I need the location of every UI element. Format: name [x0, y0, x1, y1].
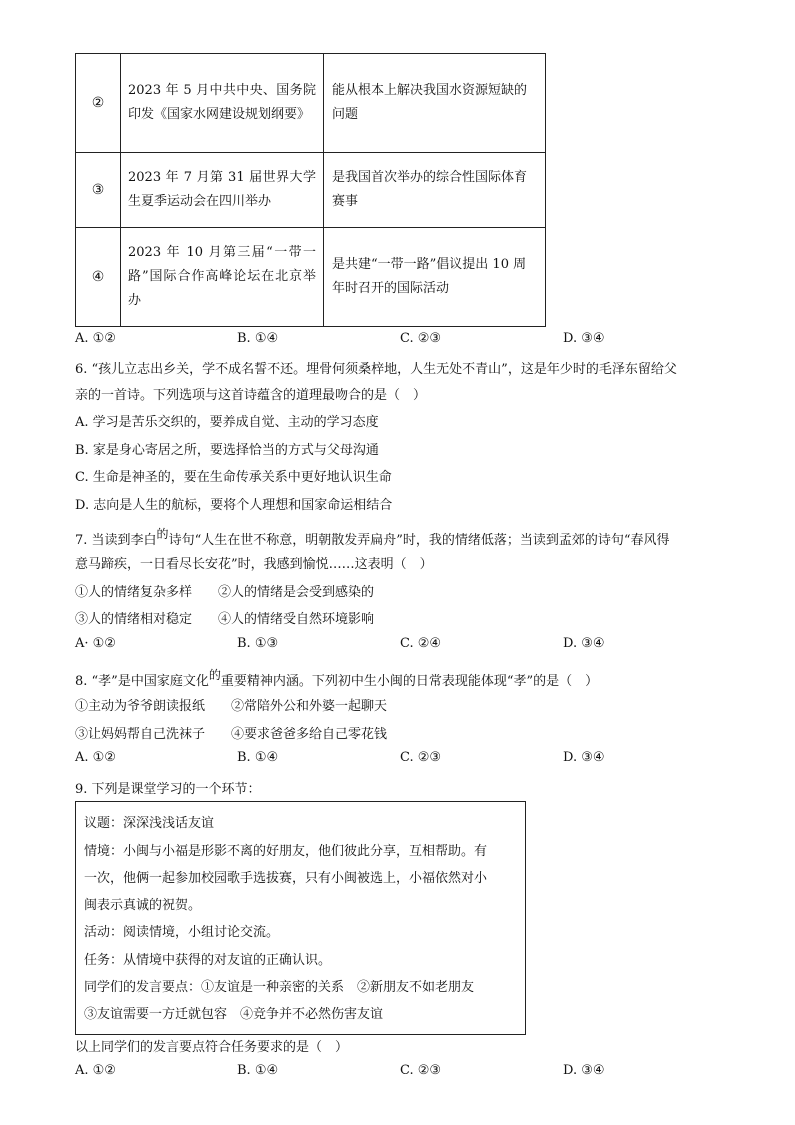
q5-options	[75, 331, 735, 351]
option-c[interactable]: C. ②③	[400, 1063, 442, 1078]
q6-stem-line2: 亲的一首诗。下列选项与这首诗蕴含的道理最吻合的是（ ）	[75, 388, 427, 403]
box-line: 同学们的发言要点：①友谊是一种亲密的关系 ②新朋友不如老朋友	[84, 980, 475, 995]
q8-stem-part-b: 重要精神内涵。下列初中生小闽的日常表现能体现“孝”的是（ ）	[220, 674, 599, 689]
q9-question: 以上同学们的发言要点符合任务要求的是（ ）	[75, 1040, 349, 1055]
table-row	[76, 228, 546, 327]
box-line: 闽表示真诚的祝贺。	[84, 898, 202, 913]
q6-option-d[interactable]: D. 志向是人生的航标，要将个人理想和国家命运相结合	[75, 498, 393, 513]
q7-stem-sup: 的	[156, 527, 169, 541]
option-d[interactable]: D. ③④	[563, 750, 605, 765]
option-c[interactable]: C. ②③	[400, 750, 442, 765]
option-d[interactable]: D. ③④	[563, 636, 605, 651]
q7-stem-line2: 意马蹄疾，一日看尽长安花”时，我感到愉悦……这表明（ ）	[75, 557, 433, 572]
q8-stem-sup: 的	[208, 668, 221, 682]
option-b[interactable]: B. ①③	[237, 636, 279, 651]
option-b[interactable]: B. ①④	[237, 331, 279, 346]
q7-options	[75, 636, 735, 656]
row-event: 2023 年 7 月第 31 届世界大学生夏季运动会在四川举办	[121, 153, 324, 228]
table-row	[76, 54, 546, 153]
option-b[interactable]: B. ①④	[237, 1063, 279, 1078]
option-a[interactable]: A· ①②	[75, 636, 116, 651]
row-description: 是共建“一带一路”倡议提出 10 周年时召开的国际活动	[324, 228, 546, 327]
q8-options	[75, 750, 735, 770]
option-a[interactable]: A. ①②	[75, 331, 116, 346]
option-d[interactable]: D. ③④	[563, 1063, 605, 1078]
q6-stem-line1: 6. “孩儿立志出乡关，学不成名誓不还。埋骨何须桑梓地，人生无处不青山”，这是年少时的毛泽东留给父	[75, 362, 677, 377]
row-number: ④	[76, 228, 121, 327]
q6-option-c[interactable]: C. 生命是神圣的，要在生命传承关系中更好地认识生命	[75, 470, 392, 485]
option-a[interactable]: A. ①②	[75, 750, 116, 765]
box-line: 一次，他俩一起参加校园歌手选拔赛，只有小闽被选上，小福依然对小	[84, 871, 488, 886]
box-line: 情境：小闽与小福是形影不离的好朋友，他们彼此分享，互相帮助。有	[84, 844, 488, 859]
option-c[interactable]: C. ②③	[400, 331, 442, 346]
q7-stem-part-b: 诗句“人生在世不称意，明朝散发弄扁舟”时，我的情绪低落；当读到孟郊的诗句“春风得	[168, 533, 670, 548]
box-line: 议题：深深浅浅话友谊	[84, 816, 215, 831]
row-description: 是我国首次举办的综合性国际体育赛事	[324, 153, 546, 228]
table-row	[76, 153, 546, 228]
q8-stem-line1	[75, 666, 735, 689]
events-table	[75, 53, 546, 327]
box-line: 任务：从情境中获得的对友谊的正确认识。	[84, 953, 332, 968]
q8-statements-2: ③让妈妈帮自己洗袜子 ④要求爸爸多给自己零花钱	[75, 727, 388, 742]
q9-scenario-box	[75, 801, 526, 1035]
q9-intro: 9. 下列是课堂学习的一个环节：	[75, 782, 261, 797]
option-c[interactable]: C. ②④	[400, 636, 442, 651]
row-number: ③	[76, 153, 121, 228]
box-line: ③友谊需要一方迁就包容 ④竞争并不必然伤害友谊	[84, 1007, 384, 1022]
row-event: 2023 年 10 月第三届“一带一路”国际合作高峰论坛在北京举办	[121, 228, 324, 327]
row-description: 能从根本上解决我国水资源短缺的问题	[324, 54, 546, 153]
q6-option-a[interactable]: A. 学习是苦乐交织的，要养成自觉、主动的学习态度	[75, 415, 379, 430]
row-number: ②	[76, 54, 121, 153]
row-event: 2023 年 5 月中共中央、国务院印发《国家水网建设规划纲要》	[121, 54, 324, 153]
option-d[interactable]: D. ③④	[563, 331, 605, 346]
q7-statements-1: ①人的情绪复杂多样 ②人的情绪是会受到感染的	[75, 585, 375, 600]
q7-stem-line1	[75, 525, 735, 548]
q8-stem-part-a: 8. “孝”是中国家庭文化	[75, 674, 209, 689]
q7-statements-2: ③人的情绪相对稳定 ④人的情绪受自然环境影响	[75, 612, 375, 627]
q7-stem-part-a: 7. 当读到李白	[75, 533, 157, 548]
box-line: 活动：阅读情境，小组讨论交流。	[84, 925, 280, 940]
q9-options	[75, 1063, 735, 1083]
option-b[interactable]: B. ①④	[237, 750, 279, 765]
q8-statements-1: ①主动为爷爷朗读报纸 ②常陪外公和外婆一起聊天	[75, 699, 388, 714]
q6-option-b[interactable]: B. 家是身心寄居之所，要选择恰当的方式与父母沟通	[75, 443, 379, 458]
option-a[interactable]: A. ①②	[75, 1063, 116, 1078]
